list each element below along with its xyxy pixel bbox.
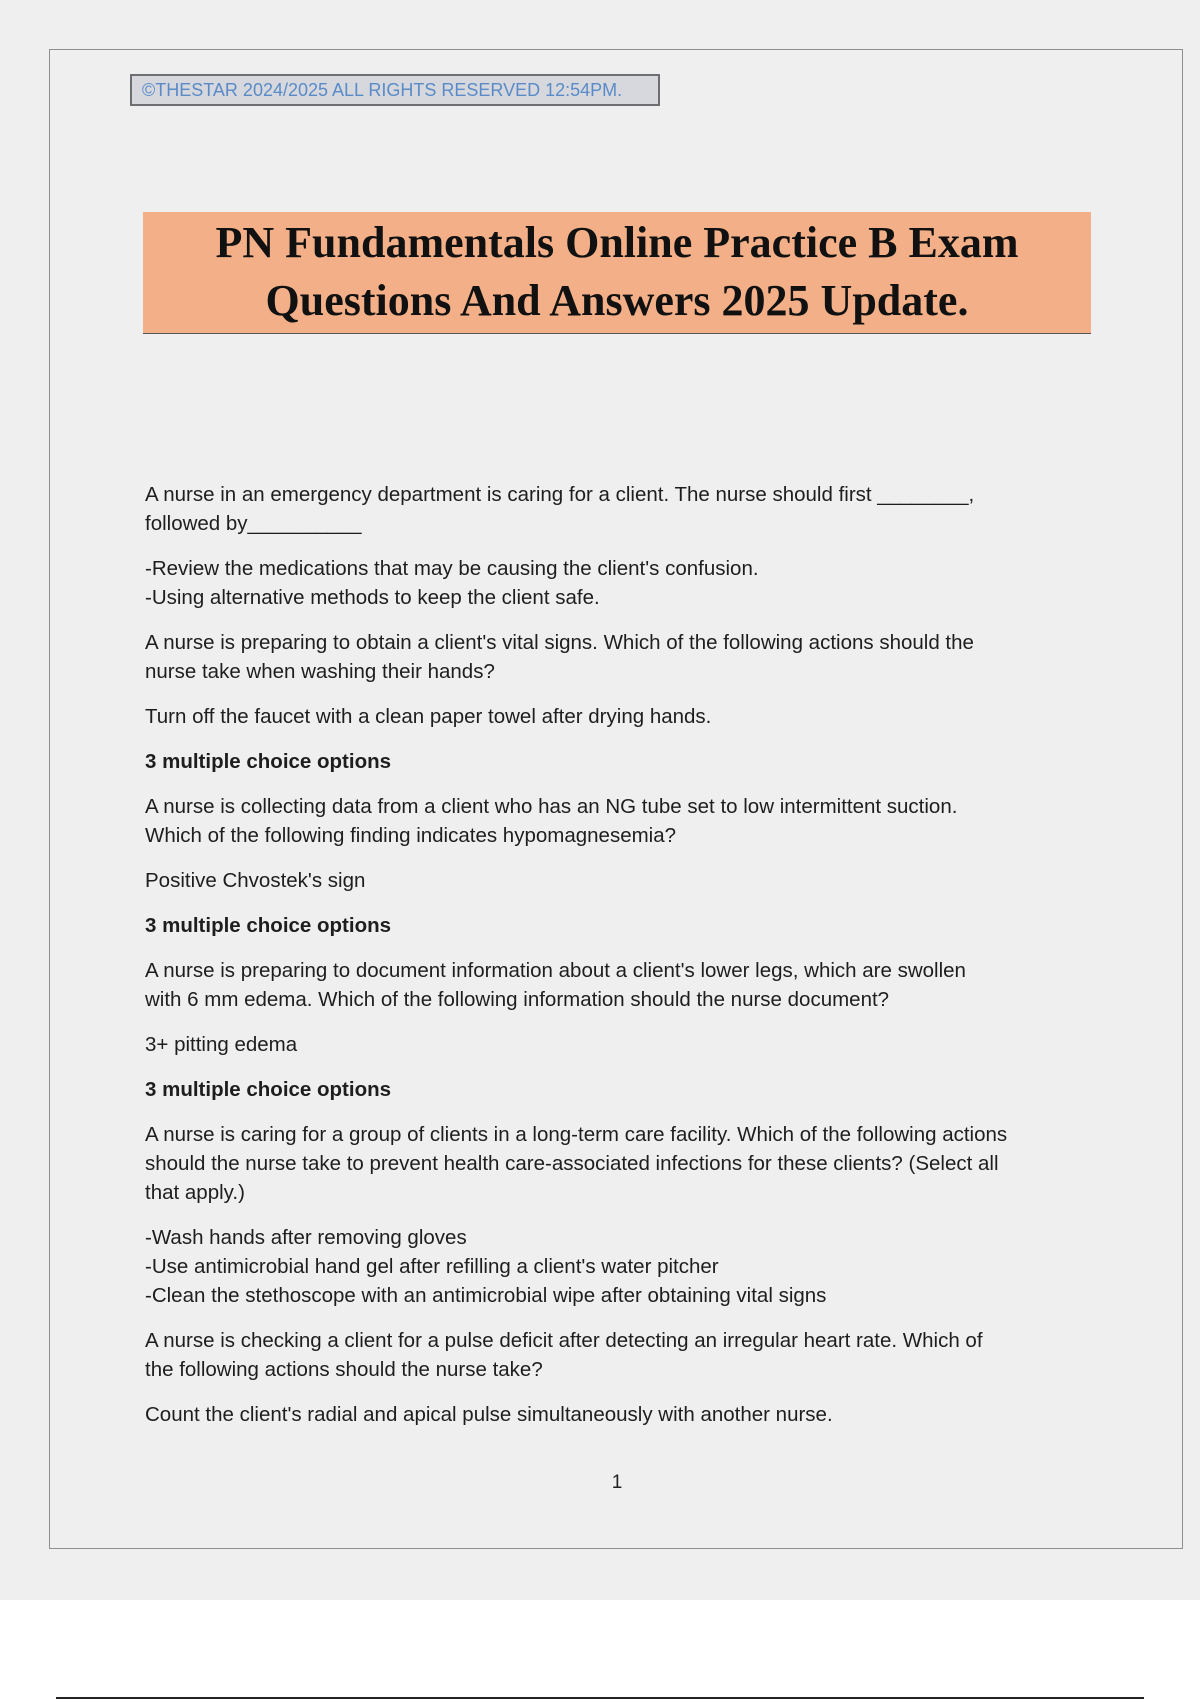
text-line: -Review the medications that may be causing the client's confusion.	[145, 557, 759, 580]
answer-paragraph	[145, 866, 1095, 895]
text-line: Which of the following finding indicates hypomagnesemia?	[145, 824, 677, 847]
answer-paragraph	[145, 1400, 1095, 1429]
text-line: A nurse is collecting data from a client who has an NG tube set to low intermittent suction.	[145, 795, 958, 818]
document-body	[145, 480, 1095, 1445]
question-paragraph	[145, 628, 1095, 686]
answer-paragraph	[145, 702, 1095, 731]
text-line: Turn off the faucet with a clean paper towel after drying hands.	[145, 705, 712, 728]
text-line: -Wash hands after removing gloves	[145, 1226, 467, 1249]
title-banner	[143, 212, 1091, 334]
text-line: A nurse is preparing to document information about a client's lower legs, which are swollen	[145, 959, 966, 982]
question-paragraph	[145, 1326, 1095, 1384]
text-line: followed by__________	[145, 512, 362, 535]
text-line: with 6 mm edema. Which of the following information should the nurse document?	[145, 988, 890, 1011]
text-line: -Clean the stethoscope with an antimicrobial wipe after obtaining vital signs	[145, 1284, 827, 1307]
options-note	[145, 911, 1095, 940]
options-note	[145, 1075, 1095, 1104]
text-line: A nurse is checking a client for a pulse deficit after detecting an irregular heart rate. Which of	[145, 1329, 983, 1352]
text-line: A nurse is preparing to obtain a client's vital signs. Which of the following actions should the	[145, 631, 974, 654]
text-line: should the nurse take to prevent health care-associated infections for these clients? (Select all	[145, 1152, 999, 1175]
text-line: nurse take when washing their hands?	[145, 660, 495, 683]
text-line: Count the client's radial and apical pulse simultaneously with another nurse.	[145, 1403, 833, 1426]
question-paragraph	[145, 1120, 1095, 1207]
text-line: the following actions should the nurse take?	[145, 1358, 543, 1381]
text-line: -Use antimicrobial hand gel after refilling a client's water pitcher	[145, 1255, 719, 1278]
text-line: Positive Chvostek's sign	[145, 869, 366, 892]
options-note	[145, 747, 1095, 776]
text-line: -Using alternative methods to keep the client safe.	[145, 586, 600, 609]
answer-paragraph	[145, 1030, 1095, 1059]
text-line: 3+ pitting edema	[145, 1033, 298, 1056]
question-paragraph	[145, 480, 1095, 538]
text-line: 3 multiple choice options	[145, 914, 392, 937]
text-line: 3 multiple choice options	[145, 750, 392, 773]
copyright-watermark: ©THESTAR 2024/2025 ALL RIGHTS RESERVED 12:54PM.	[130, 74, 660, 106]
answer-paragraph	[145, 554, 1095, 612]
text-line: that apply.)	[145, 1181, 245, 1204]
question-paragraph	[145, 792, 1095, 850]
next-page-divider	[56, 1697, 1144, 1699]
answer-paragraph	[145, 1223, 1095, 1310]
text-line: A nurse in an emergency department is caring for a client. The nurse should first ________,	[145, 483, 975, 506]
text-line: 3 multiple choice options	[145, 1078, 392, 1101]
text-line: A nurse is caring for a group of clients in a long-term care facility. Which of the following actions	[145, 1123, 1008, 1146]
title-line-1: PN Fundamentals Online Practice B Exam	[215, 218, 1019, 267]
title-line-2: Questions And Answers 2025 Update.	[265, 276, 969, 325]
page-number: 1	[611, 1472, 623, 1493]
question-paragraph	[145, 956, 1095, 1014]
